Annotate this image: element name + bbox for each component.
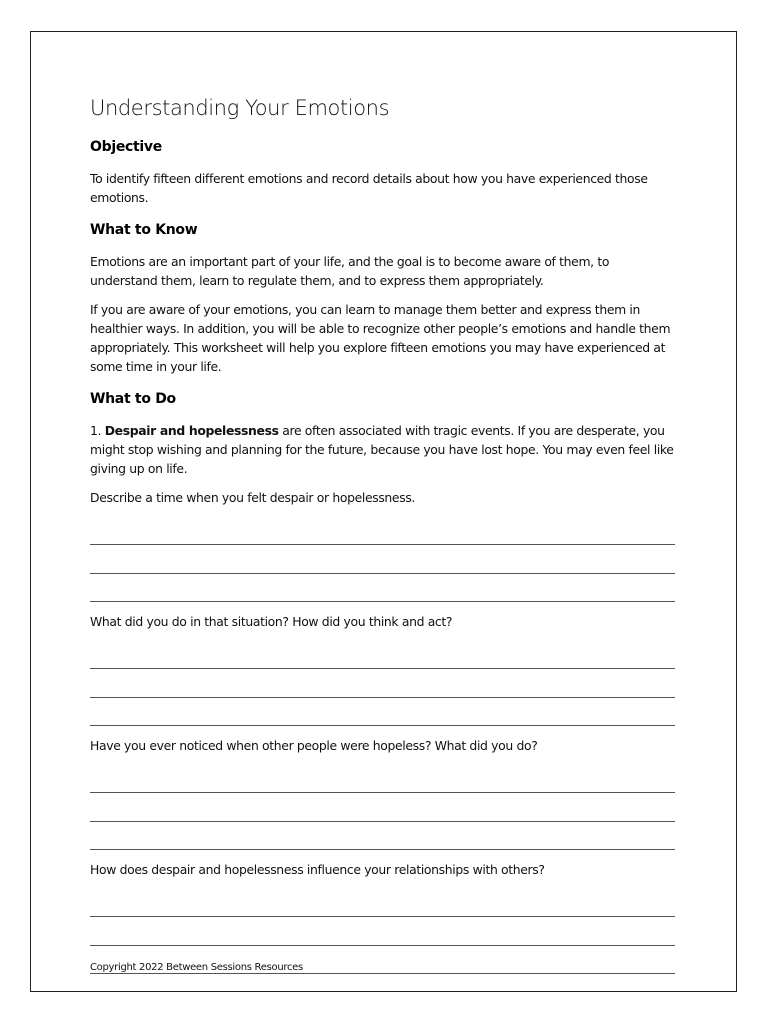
what-to-know-paragraph-2: If you are aware of your emotions, you can learn to manage them better and express them in healthier ways. In addition, you will be able to recognize other people’s emotions and handle them appropriately. This worksheet will help you explore fifteen emotions you may have experienced at some time in your life. — [90, 302, 671, 374]
what-to-know-heading: What to Know — [90, 222, 198, 238]
answer-lines-1[interactable] — [90, 517, 680, 602]
item-number: 1. — [90, 423, 102, 438]
item-text: are often associated with tragic events. If you are desperate, you might stop wishing and planning for the future, because you have lost hope. You may even feel like giving up on life. — [90, 423, 674, 476]
item-1-description — [90, 421, 680, 478]
page-title: Understanding Your Emotions — [90, 96, 390, 120]
objective-heading: Objective — [90, 139, 162, 155]
answer-lines-3[interactable] — [90, 765, 680, 850]
question-4: How does despair and hopelessness influence your relationships with others? — [90, 862, 545, 877]
copyright-footer: Copyright 2022 Between Sessions Resources — [90, 962, 303, 973]
answer-line[interactable] — [90, 545, 675, 574]
answer-line[interactable] — [90, 698, 675, 727]
answer-lines-2[interactable] — [90, 641, 680, 726]
answer-line[interactable] — [90, 765, 675, 793]
question-3: Have you ever noticed when other people were hopeless? What did you do? — [90, 738, 538, 753]
what-to-do-heading: What to Do — [90, 391, 176, 407]
answer-line[interactable] — [90, 889, 675, 917]
answer-line[interactable] — [90, 574, 675, 603]
answer-line[interactable] — [90, 793, 675, 822]
worksheet-content — [90, 92, 680, 984]
item-emotion: Despair and hopelessness — [104, 423, 279, 438]
answer-line[interactable] — [90, 641, 675, 669]
answer-line[interactable] — [90, 917, 675, 946]
answer-line[interactable] — [90, 822, 675, 851]
answer-line[interactable] — [90, 669, 675, 698]
question-2: What did you do in that situation? How did you think and act? — [90, 614, 453, 629]
answer-line[interactable] — [90, 517, 675, 545]
what-to-know-paragraph-1: Emotions are an important part of your life, and the goal is to become aware of them, to understand them, learn to regulate them, and to express them appropriately. — [90, 254, 610, 288]
objective-text: To identify fifteen different emotions and record details about how you have experienced those emotions. — [90, 171, 648, 205]
question-1: Describe a time when you felt despair or hopelessness. — [90, 490, 416, 505]
